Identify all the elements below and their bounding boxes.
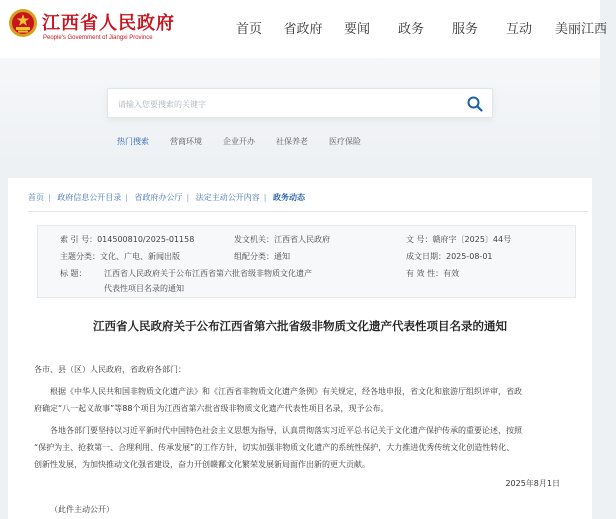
breadcrumb-home[interactable]: 首页	[28, 193, 44, 202]
hot-search-label: 热门搜索	[117, 137, 149, 146]
nav-home[interactable]: 首页	[235, 22, 262, 37]
breadcrumb-separator: |	[48, 193, 51, 202]
divider	[28, 211, 588, 212]
national-emblem-icon[interactable]	[8, 8, 38, 38]
paragraph-1-line-2: 府确定“八一起义故事”等88个项目为江西省第六批省级非物质文化遗产代表性项目名录，现予公布。	[34, 404, 389, 413]
paragraph-2-line-2: “保护为主、抢救第一、合理利用、传承发展”的工作方针，切实加强非物质文化遗产的系统性保护，大力推进优秀传统文化创造性转化、	[34, 443, 515, 452]
site-header	[0, 0, 607, 58]
meta-title-label: 标 题：	[60, 269, 87, 278]
breadcrumb-separator: |	[263, 193, 267, 202]
content-card	[8, 178, 592, 519]
hot-search-business-environment[interactable]: 营商环境	[170, 137, 202, 146]
hot-search-medical-insurance[interactable]: 医疗保险	[329, 137, 361, 146]
meta-index: 索 引 号：014500810/2025-01158	[60, 235, 195, 244]
breadcrumb-statutory-content[interactable]: 法定主动公开内容	[195, 193, 260, 202]
nav-news[interactable]: 要闻	[343, 22, 370, 37]
meta-genre: 组配分类：通知	[234, 252, 290, 261]
breadcrumb-separator: |	[186, 193, 190, 202]
site-subtitle: People's Government of Jiangxi Province	[43, 35, 153, 41]
hot-searches	[117, 136, 382, 147]
paragraph-2-line-3: 创新性发展，为加快推动文化强省建设，奋力开创赣鄱文化繁荣发展新局面作出新的更大贡献。	[34, 460, 370, 469]
meta-date: 成文日期：2025-08-01	[406, 252, 493, 261]
nav-affairs[interactable]: 政务	[397, 22, 424, 37]
main-nav	[222, 18, 616, 37]
hot-search-company-setup[interactable]: 企业开办	[223, 137, 255, 146]
meta-validity: 有 效 性：有效	[406, 269, 460, 278]
meta-doc-no: 文 号：赣府字〔2025〕44号	[406, 235, 512, 244]
breadcrumb	[28, 192, 305, 203]
nav-interaction[interactable]: 互动	[505, 22, 532, 37]
paragraph-2-line-1: 各地各部门要坚持以习近平新时代中国特色社会主义思想为指导，认真贯彻落实习近平总书记关于文化遗产保护传承的重要论述，按照	[50, 426, 522, 435]
search-section	[0, 58, 600, 162]
search-icon[interactable]	[466, 95, 484, 113]
paragraph-1-line-1: 根据《中华人民共和国非物质文化遗产法》和《江西省非物质文化遗产条例》有关规定，经各地申报，省文化和旅游厅组织评审，省政	[50, 387, 522, 396]
nav-government[interactable]: 省政府	[283, 22, 323, 37]
breadcrumb-general-office[interactable]: 省政府办公厅	[134, 193, 183, 202]
publication-note: （此件主动公开）	[50, 505, 114, 514]
signature-date: 2025年8月1日	[505, 479, 560, 488]
search-box	[107, 88, 493, 118]
salutation: 各市、县（区）人民政府，省政府各部门：	[34, 365, 186, 374]
document-metadata	[37, 225, 576, 298]
breadcrumb-info-catalog[interactable]: 政府信息公开目录	[57, 193, 122, 202]
nav-services[interactable]: 服务	[451, 22, 478, 37]
meta-topic: 主题分类：文化、广电、新闻出版	[60, 252, 180, 261]
site-name[interactable]: 江西省人民政府	[42, 13, 175, 34]
hot-search-pension[interactable]: 社保养老	[276, 137, 308, 146]
nav-beautiful-jiangxi[interactable]: 美丽江西	[554, 22, 607, 37]
article-title: 江西省人民政府关于公布江西省第六批省级非物质文化遗产代表性项目名录的通知	[93, 319, 507, 333]
meta-title: 江西省人民政府关于公布江西省第六批省级非物质文化遗产 代表性项目名录的通知	[104, 269, 312, 293]
breadcrumb-current[interactable]: 政务动态	[273, 193, 305, 202]
search-input[interactable]	[118, 95, 458, 113]
meta-issuer: 发文机关：江西省人民政府	[234, 235, 330, 244]
breadcrumb-separator: |	[125, 193, 128, 202]
